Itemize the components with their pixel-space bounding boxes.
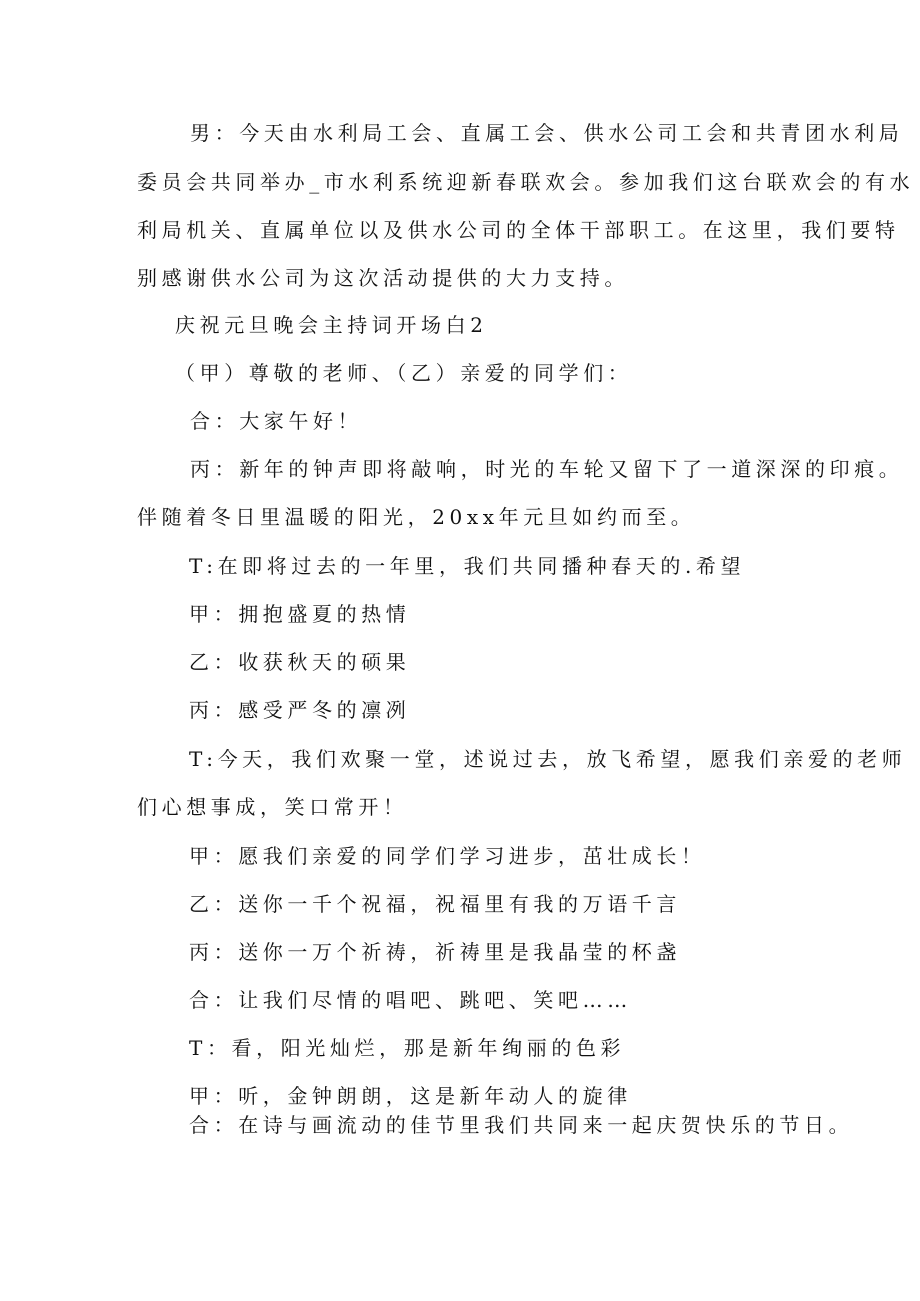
paragraph-line: （甲）尊敬的老师、（乙）亲爱的同学们： [175, 361, 633, 385]
paragraph-line: 丙：感受严冬的凛冽 [189, 698, 411, 722]
paragraph-line: 伴随着冬日里温暖的阳光，20xx年元旦如约而至。 [137, 505, 696, 529]
paragraph-line: 别感谢供水公司为这次活动提供的大力支持。 [137, 266, 629, 290]
paragraph-line: 男：今天由水利局工会、直属工会、供水公司工会和共青团水利局 [190, 121, 904, 145]
paragraph-line: 合：大家午好！ [190, 409, 363, 433]
paragraph-line: 乙：收获秋天的硕果 [189, 650, 411, 674]
paragraph-line: T：看，阳光灿烂，那是新年绚丽的色彩 [189, 1036, 626, 1060]
paragraph-line: 甲：听，金钟朗朗，这是新年动人的旋律 [189, 1084, 632, 1108]
paragraph-line: 合：让我们尽情的唱吧、跳吧、笑吧…… [189, 988, 632, 1012]
section-heading: 庆祝元旦晚会主持词开场白2 [175, 313, 488, 337]
paragraph-line: 丙：新年的钟声即将敲响，时光的车轮又留下了一道深深的印痕。 [190, 457, 904, 481]
paragraph-line: 合：在诗与画流动的佳节里我们共同来一起庆贺快乐的节日。 [189, 1113, 854, 1137]
paragraph-line: 甲：拥抱盛夏的热情 [189, 602, 411, 626]
paragraph-line: 委员会共同举办_市水利系统迎新春联欢会。参加我们这台联欢会的有水 [137, 170, 915, 194]
paragraph-line: 乙：送你一千个祝福，祝福里有我的万语千言 [189, 892, 681, 916]
paragraph-line: 利局机关、直属单位以及供水公司的全体干部职工。在这里，我们要特 [137, 218, 900, 242]
paragraph-line: 甲：愿我们亲爱的同学们学习进步，茁壮成长！ [189, 844, 706, 868]
paragraph-line: T:今天，我们欢聚一堂，述说过去，放飞希望，愿我们亲爱的老师 [189, 747, 907, 771]
paragraph-line: T:在即将过去的一年里，我们共同播种春天的.希望 [189, 554, 746, 578]
paragraph-line: 们心想事成，笑口常开！ [137, 795, 408, 819]
paragraph-line: 丙：送你一万个祈祷，祈祷里是我晶莹的杯盏 [189, 940, 681, 964]
